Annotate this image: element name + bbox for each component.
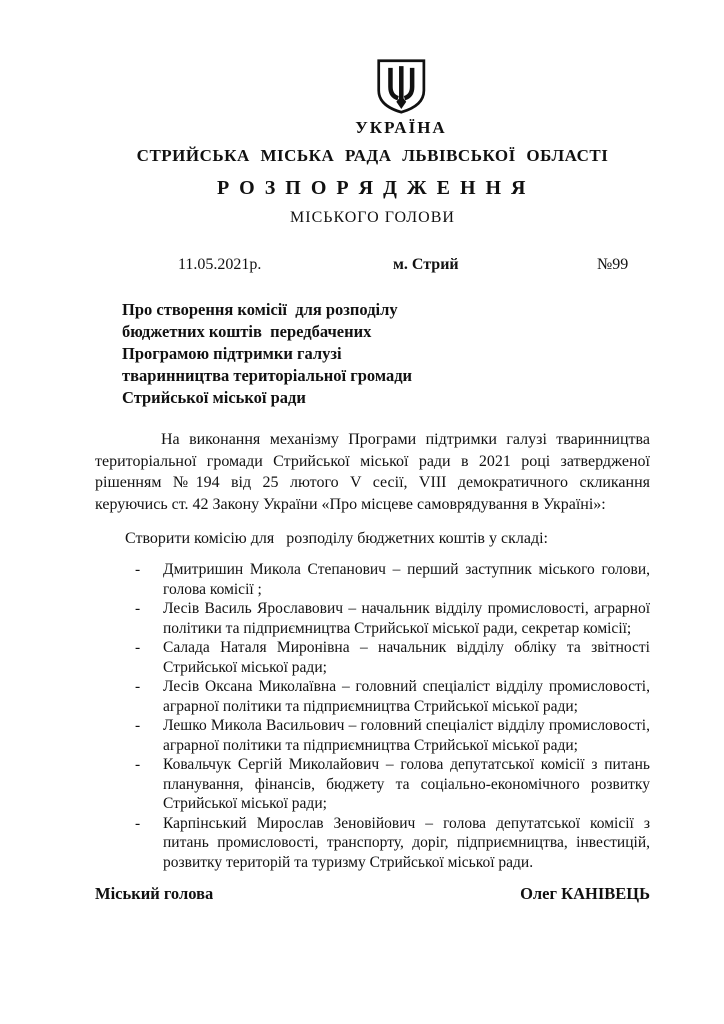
tryzub-icon [372, 58, 430, 114]
list-dash: - [135, 678, 141, 695]
subject-line: тваринництва територіальної громади [122, 366, 413, 385]
commission-member-item [135, 599, 650, 638]
signatory-title: Міський голова [95, 884, 214, 903]
member-text: Лешко Микола Васильович – головний спеціаліст відділу промисловості, аграрної політики та підприємництва Стрийської міської ради; [163, 717, 650, 754]
commission-member-item [135, 677, 650, 716]
order-line: Створити комісію для розподілу бюджетних коштів у складі: [125, 530, 548, 547]
list-dash: - [135, 639, 141, 656]
country-name: УКРАЇНА [355, 118, 447, 137]
member-text: Лесів Оксана Миколаївна – головний спеціаліст відділу промисловості, аграрної політики та підприємництва Стрийської міської ради; [163, 678, 650, 715]
list-dash: - [135, 717, 141, 734]
subject-line: бюджетних коштів передбачених [122, 322, 372, 341]
list-dash: - [135, 600, 141, 617]
document-number: №99 [597, 256, 629, 273]
signatory-name: Олег КАНІВЕЦЬ [520, 884, 650, 903]
body-paragraph: На виконання механізму Програми підтримки галузі тваринництва територіальної громади Стрийської міської ради в 2021 році затвердженої рішенням №194 від 25 лютого V сесії, VIII демократичного скликання керуючись ст. 42 Закону України «Про місцеве самоврядування в Україні»: [95, 431, 650, 513]
commission-list [135, 560, 650, 872]
commission-member-item [135, 560, 650, 599]
subject-line: Про створення комісії для розподілу [122, 300, 398, 319]
signature-row [95, 884, 650, 904]
member-text: Дмитришин Микола Степанович – перший заступник міського голови, голова комісії ; [163, 561, 650, 598]
subject-line: Стрийської міської ради [122, 388, 306, 407]
member-text: Ковальчук Сергій Миколайович – голова депутатської комісії з питань планування, фінансів, бюджету та соціально-економічного розвитку Стрийської міської ради; [163, 756, 650, 812]
member-text: Лесів Василь Ярославович – начальник відділу промисловості, аграрної політики та підприємництва Стрийської міської ради, секретар комісії; [163, 600, 650, 637]
coat-of-arms [355, 58, 446, 138]
document-subtype: МІСЬКОГО ГОЛОВИ [290, 209, 455, 226]
subject-block [122, 299, 650, 409]
council-name: СТРИЙСЬКА МІСЬКА РАДА ЛЬВІВСЬКОЇ ОБЛАСТІ [136, 146, 609, 165]
commission-member-item [135, 755, 650, 814]
commission-member-item [135, 716, 650, 755]
commission-member-item [135, 814, 650, 873]
document-type-title: Р О З П О Р Я Д Ж Е Н Н Я [216, 177, 529, 199]
list-dash: - [135, 814, 141, 832]
document-date: 11.05.2021р. [178, 256, 262, 273]
subject-line: Програмою підтримки галузі [122, 344, 342, 363]
member-text: Карпінський Мирослав Зеновійович – голова депутатської комісії з питань промисловості, транспорту, доріг, підприємництва, інвестицій, розвитку територій та туризму Стрийської міської ради. [163, 814, 650, 871]
member-text: Салада Наталя Миронівна – начальник відділу обліку та звітності Стрийської міської ради; [163, 639, 650, 676]
commission-member-item [135, 638, 650, 677]
date-line [95, 256, 650, 274]
document-place: м. Стрий [393, 256, 459, 273]
list-dash: - [135, 561, 141, 578]
list-dash: - [135, 756, 141, 773]
